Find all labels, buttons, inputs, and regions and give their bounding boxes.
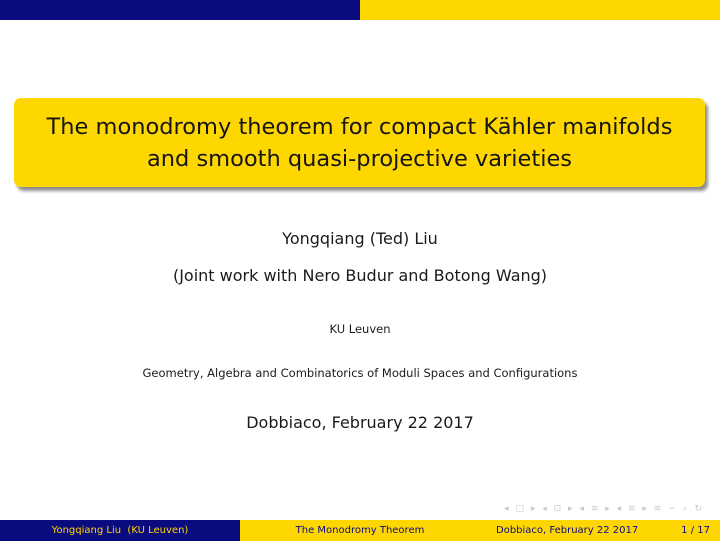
header-bar — [0, 0, 720, 20]
footer-title-segment — [240, 520, 480, 541]
footer-date: Dobbiaco, February 22 2017 — [496, 525, 639, 536]
header-bar-navy — [0, 0, 360, 20]
footer-page-number: 1 / 17 — [681, 525, 710, 536]
footer — [0, 520, 720, 541]
footer-author: Yongqiang Liu (KU Leuven) — [51, 525, 189, 536]
footer-author-segment — [0, 520, 240, 541]
footer-title: The Monodromy Theorem — [295, 525, 425, 536]
date: Dobbiaco, February 22 2017 — [246, 413, 474, 432]
title-line-1: The monodromy theorem for compact Kähler manifolds — [46, 113, 673, 140]
title-box — [14, 98, 705, 187]
footer-date-segment — [480, 520, 720, 541]
joint-work: (Joint work with Nero Budur and Botong Wang) — [172, 266, 548, 285]
institute: KU Leuven — [329, 322, 391, 336]
author: Yongqiang (Ted) Liu — [282, 229, 438, 248]
conference: Geometry, Algebra and Combinatorics of Moduli Spaces and Configurations — [142, 366, 578, 380]
navigation-symbols[interactable]: ◂ □ ▸ ◂ ⊡ ▸ ◂ ≡ ▸ ◂ ≡ ▸ ≡ ∽ ⌕ ↻ — [504, 504, 704, 514]
title-line-2: and smooth quasi-projective varieties — [146, 145, 573, 172]
header-bar-yellow — [360, 0, 720, 20]
